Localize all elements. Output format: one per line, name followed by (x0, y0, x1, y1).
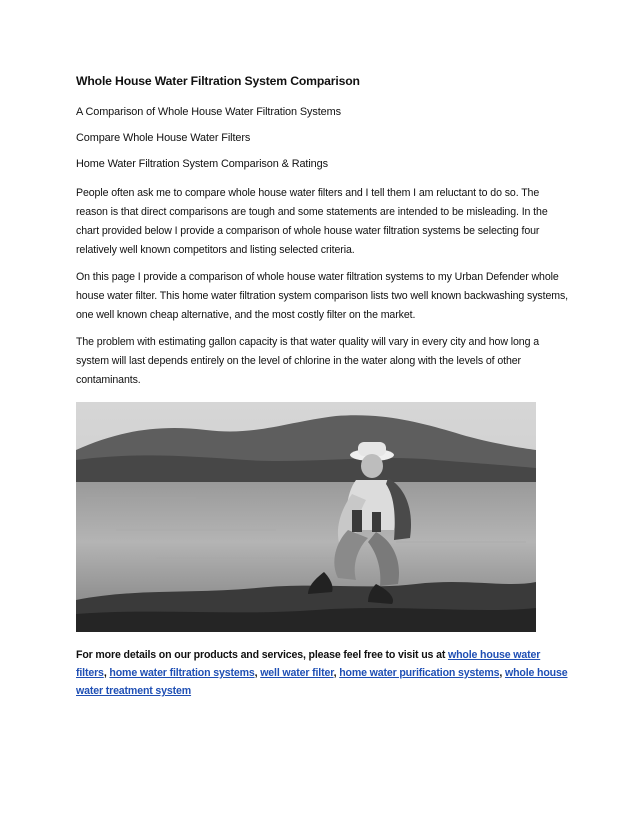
link-home-water-purification-systems[interactable]: home water purification systems (339, 667, 500, 679)
link-whole-house-water-treatment-system[interactable]: whole house water treatment system (76, 667, 568, 697)
subtitle-compare-filters: Compare Whole House Water Filters (76, 132, 251, 144)
document-title: Whole House Water Filtration System Comparison (76, 74, 360, 88)
link-home-water-filtration-systems[interactable]: home water filtration systems (109, 667, 255, 679)
lake-photo (76, 402, 536, 632)
subtitle-comparison: A Comparison of Whole House Water Filtration Systems (76, 106, 341, 118)
footer-separator: , (254, 667, 261, 679)
footer-links (76, 646, 568, 700)
footer-separator: , (333, 667, 340, 679)
subtitle-ratings: Home Water Filtration System Comparison & Ratings (76, 158, 328, 170)
paragraph-urban-defender: On this page I provide a comparison of whole house water filtration systems to my Urban Defender whole house water filter. This home water filtration system comparison lists two well known backwashing systems, one well known cheap alternative, and the most costly filter on the market. (76, 271, 569, 321)
footer-lead-text: For more details on our products and services, please feel free to visit us at (76, 649, 448, 661)
footer-separator: , (103, 667, 110, 679)
paragraph-gallon-capacity: The problem with estimating gallon capacity is that water quality will vary in every city and how long a system will last depends entirely on the level of chlorine in the water along with the levels of other contaminants. (76, 336, 540, 386)
paragraph-intro: People often ask me to compare whole house water filters and I tell them I am reluctant to do so. The reason is that direct comparisons are tough and some statements are intended to be misleading. In the chart provided below I provide a comparison of whole house water filtration systems be selecting four relatively well known competitors and listing selected criteria. (76, 187, 548, 256)
link-well-water-filter[interactable]: well water filter (260, 667, 334, 679)
link-whole-house-water-filters[interactable]: whole house water filters (76, 649, 541, 679)
footer-separator: , (499, 667, 505, 679)
